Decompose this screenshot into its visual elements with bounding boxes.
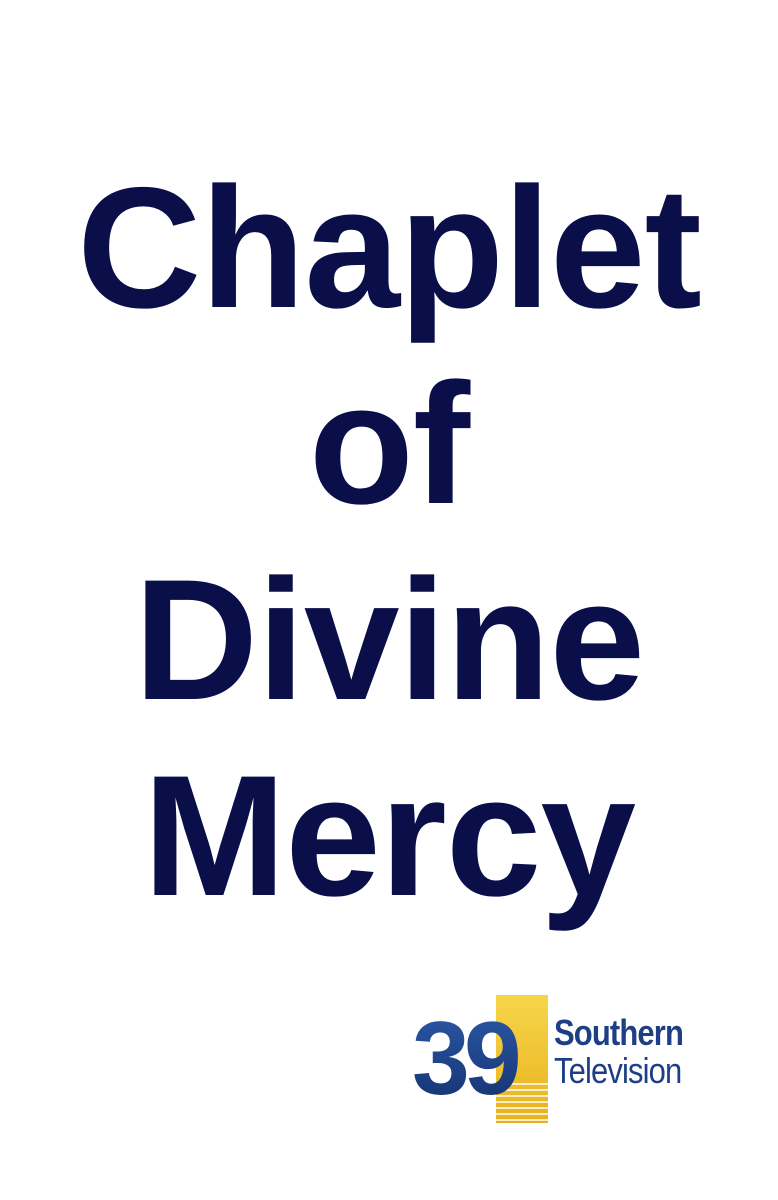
channel-number: 39 — [412, 1001, 516, 1117]
title-line-2: of — [308, 348, 470, 540]
channel-number-mark — [412, 995, 552, 1125]
title — [0, 150, 778, 934]
channel-logo — [412, 995, 732, 1125]
channel-name-line-1: Southern — [554, 1012, 683, 1053]
title-line-1: Chaplet — [77, 152, 701, 344]
title-line-3: Divine — [133, 544, 645, 736]
title-line-4: Mercy — [142, 740, 636, 932]
channel-name-line-2: Television — [554, 1050, 682, 1091]
channel-name — [554, 1012, 704, 1091]
